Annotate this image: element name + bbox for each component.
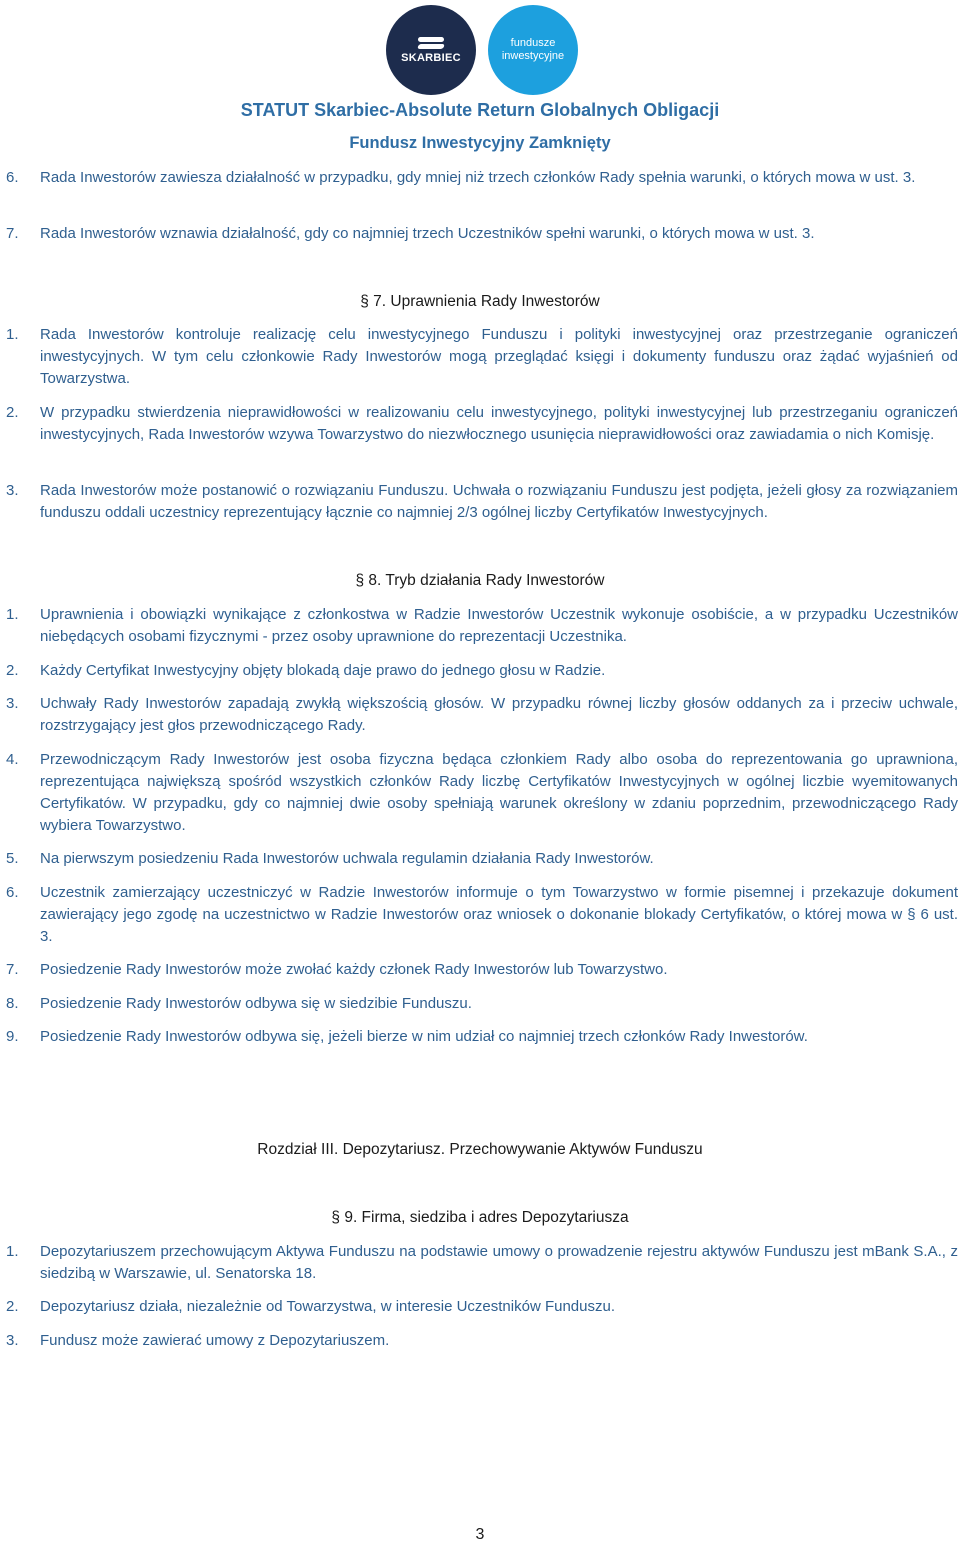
list-item: [6, 1296, 958, 1318]
item-number: 7.: [6, 225, 19, 242]
item-text: Posiedzenie Rady Inwestorów odbywa się, jeżeli bierze w nim udział co najmniej trzech członków Rady Inwestorów.: [40, 1028, 808, 1045]
item-text: Przewodniczącym Rady Inwestorów jest osoba fizyczna będąca członkiem Rady albo osoba do reprezentowania go uprawniona, reprezentująca największą spośród wszystkich członków Rady liczbę Certyfikatów Inwestycyjnych w ogólnej liczbie wyemitowanych Certyfikatów. W przypadku, gdy co najmniej dwie osoby spełniają warunek określony w zdaniu poprzednim, przewodniczącego Rady wybiera Towarzystwo.: [40, 751, 958, 834]
document-title: STATUT Skarbiec-Absolute Return Globalnych Obligacji: [240, 100, 720, 120]
list-item: [6, 848, 958, 870]
item-text: Posiedzenie Rady Inwestorów może zwołać każdy członek Rady Inwestorów lub Towarzystwo.: [40, 961, 668, 978]
item-number: 4.: [6, 751, 19, 768]
item-text: Uczestnik zamierzający uczestniczyć w Radzie Inwestorów informuje o tym Towarzystwo w formie pisemnej i przekazuje dokument zawierający jego zgodę na uczestnictwo w Radzie Inwestorów oraz wniosek o dokonanie blokady Certyfikatów, o której mowa w § 6 ust. 3.: [40, 884, 958, 945]
list-item: [6, 480, 958, 524]
item-text: Uprawnienia i obowiązki wynikające z członkostwa w Radzie Inwestorów Uczestnik wykonuje osobiście, a w przypadku Uczestników niebędących osobami fizycznymi - przez osoby uprawnione do reprezentacji Uczestnika.: [40, 606, 958, 645]
item-number: 9.: [6, 1028, 19, 1045]
item-number: 2.: [6, 1298, 19, 1315]
skarbiec-mark-icon: [418, 37, 444, 49]
list-item: [6, 1330, 958, 1352]
item-number: 2.: [6, 404, 19, 421]
list-item: [6, 1026, 958, 1048]
document-subtitle: Fundusz Inwestycyjny Zamknięty: [349, 134, 611, 152]
list-item: [6, 167, 958, 189]
item-text: Rada Inwestorów zawiesza działalność w przypadku, gdy mniej niż trzech członków Rady spełnia warunki, o których mowa w ust. 3.: [40, 169, 916, 186]
list-item: [6, 604, 958, 648]
fundusze-logo: [488, 5, 578, 95]
section-9-heading: § 9. Firma, siedziba i adres Depozytariusza: [331, 1209, 629, 1226]
list-item: [6, 660, 958, 682]
item-text: Uchwały Rady Inwestorów zapadają zwykłą większością głosów. W przypadku równej liczby głosów oddanych za i przeciw uchwale, rozstrzygający jest głos przewodniczącego Rady.: [40, 695, 958, 734]
item-number: 3.: [6, 482, 19, 499]
fundusze-logo-line1: fundusze: [510, 37, 556, 49]
list-item: [6, 749, 958, 837]
item-number: 8.: [6, 995, 19, 1012]
item-text: Rada Inwestorów może postanowić o rozwiązaniu Funduszu. Uchwała o rozwiązaniu Funduszu jest podjęta, jeżeli głosy za rozwiązaniem funduszu oddali uczestnicy reprezentujący łącznie co najmniej 2/3 ogólnej liczby Certyfikatów Inwestycyjnych.: [40, 482, 958, 521]
item-text: Rada Inwestorów wznawia działalność, gdy co najmniej trzech Uczestników spełni warunki, o których mowa w ust. 3.: [40, 225, 815, 242]
list-item: [6, 882, 958, 948]
list-item: [6, 324, 958, 390]
skarbiec-logo: [386, 5, 476, 95]
skarbiec-logo-text: SKARBIEC: [401, 51, 461, 64]
logo-group: [386, 5, 580, 95]
item-text: Każdy Certyfikat Inwestycyjny objęty blokadą daje prawo do jednego głosu w Radzie.: [40, 662, 606, 679]
item-text: W przypadku stwierdzenia nieprawidłowości w realizowaniu celu inwestycyjnego, polityki inwestycyjnej lub przestrzeganiu ograniczeń inwestycyjnych, Rada Inwestorów wzywa Towarzystwo do niezwłocznego usunięcia nieprawidłowości oraz zawiadamia o nich Komisję.: [40, 404, 958, 443]
item-number: 2.: [6, 662, 19, 679]
list-item: [6, 693, 958, 737]
item-text: Rada Inwestorów kontroluje realizację celu inwestycyjnego Funduszu i polityki inwestycyjnej oraz przestrzeganie ograniczeń inwestycyjnych. W tym celu członkowie Rady Inwestorów mogą przeglądać księgi i dokumenty funduszu oraz żądać wyjaśnień od Towarzystwa.: [40, 326, 958, 387]
item-number: 1.: [6, 606, 19, 623]
item-number: 5.: [6, 850, 19, 867]
list-item: [6, 993, 958, 1015]
list-item: [6, 223, 958, 245]
item-text: Fundusz może zawierać umowy z Depozytariuszem.: [40, 1332, 390, 1349]
chapter-heading: Rozdział III. Depozytariusz. Przechowywanie Aktywów Funduszu: [257, 1141, 703, 1158]
page-number: 3: [475, 1526, 485, 1543]
item-number: 3.: [6, 1332, 19, 1349]
item-number: 1.: [6, 1243, 19, 1260]
list-item: [6, 402, 958, 446]
list-item: [6, 959, 958, 981]
item-number: 1.: [6, 326, 19, 343]
item-text: Posiedzenie Rady Inwestorów odbywa się w siedzibie Funduszu.: [40, 995, 472, 1012]
list-item: [6, 1241, 958, 1285]
item-number: 6.: [6, 169, 19, 186]
item-number: 3.: [6, 695, 19, 712]
item-text: Depozytariusz działa, niezależnie od Towarzystwa, w interesie Uczestników Funduszu.: [40, 1298, 615, 1315]
fundusze-logo-line2: inwestycyjne: [501, 50, 565, 62]
item-text: Depozytariuszem przechowującym Aktywa Funduszu na podstawie umowy o prowadzenie rejestru aktywów Funduszu jest mBank S.A., z siedzibą w Warszawie, ul. Senatorska 18.: [40, 1243, 958, 1282]
section-7-heading: § 7. Uprawnienia Rady Inwestorów: [360, 293, 600, 310]
item-text: Na pierwszym posiedzeniu Rada Inwestorów uchwala regulamin działania Rady Inwestorów.: [40, 850, 654, 867]
item-number: 6.: [6, 884, 19, 901]
item-number: 7.: [6, 961, 19, 978]
section-8-heading: § 8. Tryb działania Rady Inwestorów: [355, 572, 605, 589]
